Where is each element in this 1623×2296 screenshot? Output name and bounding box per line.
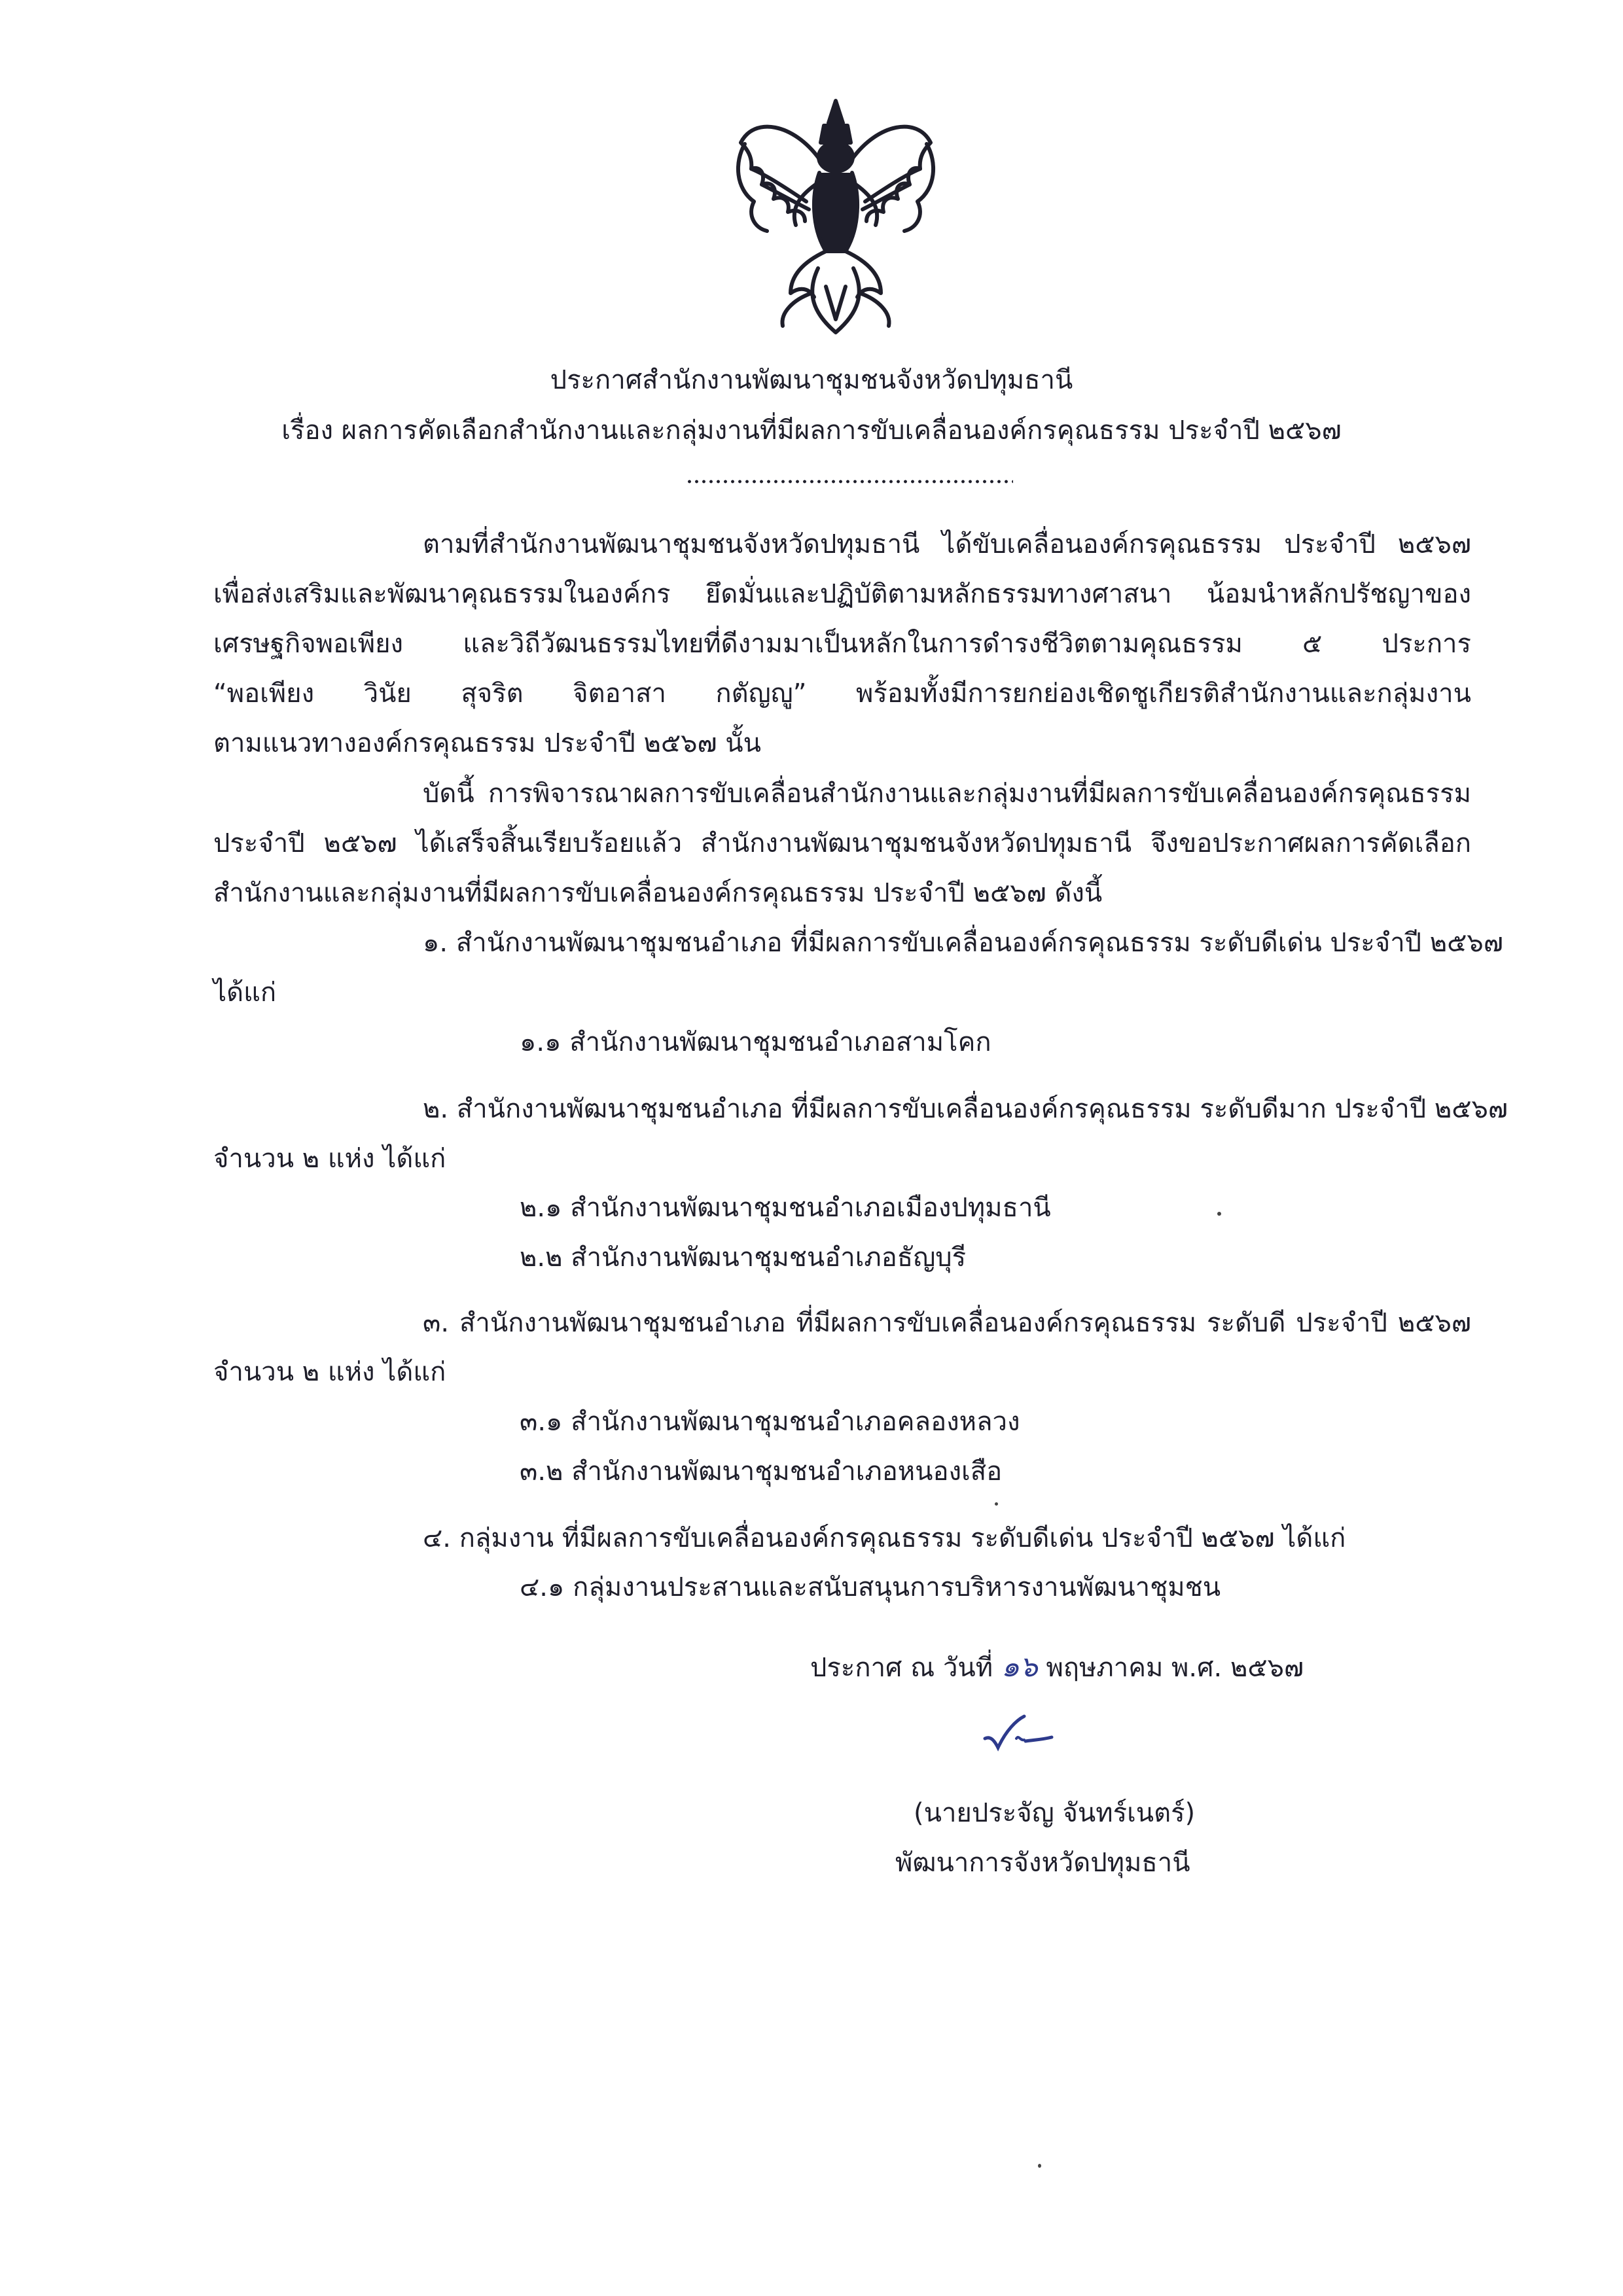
section1-item1: ๑.๑ สำนักงานพัฒนาชุมชนอำเภอสามโคก <box>520 1027 991 1057</box>
scan-speck <box>1217 1212 1221 1216</box>
paragraph1-line4: “พอเพียง วินัย สุจริต จิตอาสา กตัญญู” พร้อมทั้งมีการยกย่องเชิดชูเกียรติสำนักงานและกลุ่มงาน <box>213 679 1471 709</box>
date-suffix: พฤษภาคม พ.ศ. ๒๕๖๗ <box>1046 1653 1304 1683</box>
section1-heading: ๑. สำนักงานพัฒนาชุมชนอำเภอ ที่มีผลการขับเคลื่อนองค์กรคุณธรรม ระดับดีเด่น ประจำปี ๒๕๖๗ <box>423 928 1503 958</box>
handwritten-signature-icon <box>978 1711 1057 1757</box>
section3-continuation: จำนวน ๒ แห่ง ได้แก่ <box>213 1357 446 1387</box>
section2-continuation: จำนวน ๒ แห่ง ได้แก่ <box>213 1144 446 1174</box>
section2-item1: ๒.๑ สำนักงานพัฒนาชุมชนอำเภอเมืองปทุมธานี <box>520 1193 1051 1223</box>
section3-item2: ๓.๒ สำนักงานพัฒนาชุมชนอำเภอหนองเสือ <box>520 1457 1003 1487</box>
paragraph1-line1: ตามที่สำนักงานพัฒนาชุมชนจังหวัดปทุมธานี ได้ขับเคลื่อนองค์กรคุณธรรม ประจำปี ๒๕๖๗ <box>423 529 1471 559</box>
title-separator-dots <box>686 480 1013 484</box>
date-prefix: ประกาศ ณ วันที่ <box>810 1653 993 1683</box>
garuda-emblem-icon <box>728 97 944 339</box>
section4-heading: ๔. กลุ่มงาน ที่มีผลการขับเคลื่อนองค์กรคุณธรรม ระดับดีเด่น ประจำปี ๒๕๖๗ ได้แก่ <box>423 1523 1346 1553</box>
announcement-subject: เรื่อง ผลการคัดเลือกสำนักงานและกลุ่มงานที่มีผลการขับเคลื่อนองค์กรคุณธรรม ประจำปี ๒๕๖๗ <box>281 415 1342 446</box>
paragraph1-line3: เศรษฐกิจพอเพียง และวิถีวัฒนธรรมไทยที่ดีงามมาเป็นหลักในการดำรงชีวิตตามคุณธรรม ๕ ประการ <box>213 629 1471 659</box>
paragraph2-line1: บัดนี้ การพิจารณาผลการขับเคลื่อนสำนักงานและกลุ่มงานที่มีผลการขับเคลื่อนองค์กรคุณธรรม <box>423 779 1471 809</box>
date-day-handwritten: ๑๖ <box>1001 1650 1038 1684</box>
paragraph1-line2: เพื่อส่งเสริมและพัฒนาคุณธรรมในองค์กร ยึดมั่นและปฏิบัติตามหลักธรรมทางศาสนา น้อมนำหลักปรัชญาของ <box>213 579 1471 609</box>
paragraph2-line2: ประจำปี ๒๕๖๗ ได้เสร็จสิ้นเรียบร้อยแล้ว สำนักงานพัฒนาชุมชนจังหวัดปทุมธานี จึงขอประกาศผลการคัดเลือก <box>213 828 1471 858</box>
signer-title: พัฒนาการจังหวัดปทุมธานี <box>895 1848 1190 1878</box>
section4-item1: ๔.๑ กลุ่มงานประสานและสนับสนุนการบริหารงานพัฒนาชุมชน <box>520 1572 1221 1602</box>
announcement-date <box>810 1649 1304 1686</box>
scan-speck <box>995 1502 998 1506</box>
announcement-title: ประกาศสำนักงานพัฒนาชุมชนจังหวัดปทุมธานี <box>550 365 1073 395</box>
section2-item2: ๒.๒ สำนักงานพัฒนาชุมชนอำเภอธัญบุรี <box>520 1243 967 1273</box>
section3-item1: ๓.๑ สำนักงานพัฒนาชุมชนอำเภอคลองหลวง <box>520 1407 1020 1437</box>
section1-continuation: ได้แก่ <box>213 978 277 1008</box>
paragraph2-line3: สำนักงานและกลุ่มงานที่มีผลการขับเคลื่อนองค์กรคุณธรรม ประจำปี ๒๕๖๗ ดังนี้ <box>213 878 1103 908</box>
scan-speck <box>1038 2164 1041 2168</box>
section3-heading: ๓. สำนักงานพัฒนาชุมชนอำเภอ ที่มีผลการขับเคลื่อนองค์กรคุณธรรม ระดับดี ประจำปี ๒๕๖๗ <box>423 1308 1472 1338</box>
paragraph1-line5: ตามแนวทางองค์กรคุณธรรม ประจำปี ๒๕๖๗ นั้น <box>213 728 761 758</box>
section2-heading: ๒. สำนักงานพัฒนาชุมชนอำเภอ ที่มีผลการขับเคลื่อนองค์กรคุณธรรม ระดับดีมาก ประจำปี ๒๕๖๗ <box>423 1094 1508 1124</box>
signer-name: (นายประจัญ จันทร์เนตร์) <box>914 1798 1196 1828</box>
